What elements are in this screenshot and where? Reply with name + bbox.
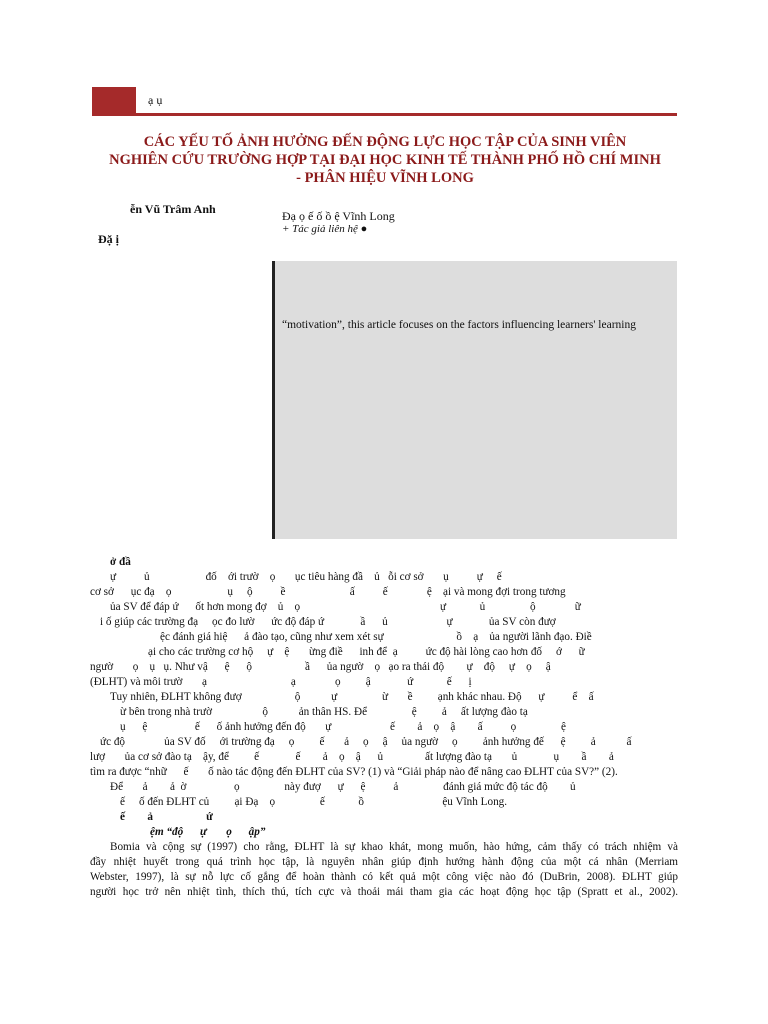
title-line: CÁC YẾU TỐ ẢNH HƯỞNG ĐẾN ĐỘNG LỰC HỌC TẬP CỦA SINH VIÊN — [143, 134, 627, 150]
body-line: ở đầ — [110, 556, 131, 568]
body-line: ự ủ đố ới trườ ọ ục tiêu hàng đầ ủ ỗi cơ sở ụ ự ế — [110, 571, 502, 583]
abstract-bar — [272, 261, 275, 539]
body-line: i ố giúp các trường đạ ọc đo lườ ức độ đáp ứ ầ ủ ự ủa SV còn đượ — [100, 616, 556, 628]
body-line: (ĐLHT) và môi trườ ạ ạ ọ ậ ứ ế ị — [90, 676, 472, 688]
abstract-text: “motivation”, this article focuses on the factors influencing learners' learning — [282, 319, 636, 331]
body-line: đầy nhiệt huyết trong quá trình học tập, là nguyên nhân giúp định hướng hành động của một cá nhân (Merriam — [90, 856, 678, 868]
body-line: ệm “độ ự ọ ập” — [150, 826, 266, 838]
body-line: Để ả ả ờ ọ này đượ ự ệ ả đánh giá mức độ tác độ ủ — [110, 781, 576, 793]
body-line: ức độ ủa SV đố ới trường đạ ọ ế ả ọ ậ ủa ngườ ọ ảnh hưởng đế ệ ả ấ — [100, 736, 632, 748]
body-text — [90, 555, 678, 900]
body-line: ngườ ọ ụ ụ. Như vậ ệ ộ ầ ủa ngườ ọ ạo ra thái độ ự độ ự ọ ậ — [90, 661, 551, 673]
body-line: Webster, 1997), là sự nỗ lực cố gắng để hoàn thành có kết quả một công việc nào đó (DuBrin, 2008). ĐLHT giúp — [90, 871, 678, 883]
body-line: lượ ủa cơ sở đào tạ ậy, để ế ế ả ọ ậ ủ ất lượng đào tạ ủ ụ ầ ả — [90, 751, 614, 763]
body-line: Tuy nhiên, ĐLHT không đượ ộ ự ừ ề ạnh khác nhau. Độ ự ể ấ — [110, 691, 594, 703]
title-line: - PHÂN HIỆU VĨNH LONG — [296, 170, 474, 186]
body-line: ế ố đến ĐLHT củ ại Đạ ọ ế ồ ệu Vĩnh Long. — [120, 796, 508, 808]
title-line: NGHIÊN CỨU TRƯỜNG HỢP TẠI ĐẠI HỌC KINH TẾ THÀNH PHỐ HỒ CHÍ MINH — [109, 152, 661, 168]
body-line: ế ả ứ — [120, 811, 213, 823]
header-color-block — [92, 87, 136, 113]
author-name-2: Đặ ị — [98, 232, 119, 246]
author-name: ễn Vũ Trâm Anh — [130, 202, 216, 216]
affiliation: Đạ ọ ế ố ồ ệ Vĩnh Long — [282, 209, 395, 223]
body-line: cơ sở ục đạ ọ ụ ộ ề ấ ế ệ ại và mong đợi trong tương — [90, 586, 566, 598]
header-rule — [92, 113, 677, 116]
body-line: ệc đánh giá hiệ ả đào tạo, cũng như xem xét sự ồ ạ ủa người lãnh đạo. Điề — [160, 631, 592, 643]
body-line: ụ ệ ế ố ảnh hưởng đến độ ự ế ả ọ ậ ấ ọ ệ — [120, 721, 566, 733]
body-line: ại cho các trường cơ hộ ự ệ ừng điề inh để ạ ức độ hài lòng cao hơn đố ớ ữ — [148, 646, 585, 658]
running-header: ạ ụ — [148, 93, 163, 107]
body-line: Bomia và cộng sự (1997) cho rằng, ĐLHT là sự khao khát, mong muốn, hào hứng, cảm thấy có trách nhiệm và — [110, 841, 678, 853]
article-title — [86, 133, 684, 187]
corresponding-note: + Tác giả liên hệ ● — [282, 223, 368, 235]
abstract-box — [272, 261, 677, 539]
body-line: người học trở nên nhiệt tình, thích thú, tích cực và thoải mái tham gia các hoạt động học tập (Spratt et al., 2002). — [90, 886, 678, 898]
body-line: ừ bên trong nhà trườ ộ ản thân HS. Để ệ ả ất lượng đào tạ — [120, 706, 528, 718]
body-line: tìm ra được “nhữ ế ố nào tác động đến ĐLHT của SV? (1) và “Giải pháp nào để nâng cao ĐLHT của SV?” (2). — [90, 766, 618, 778]
body-line: ủa SV để đáp ứ ốt hơn mong đợ ủ ọ ự ủ ộ ữ — [110, 601, 581, 613]
